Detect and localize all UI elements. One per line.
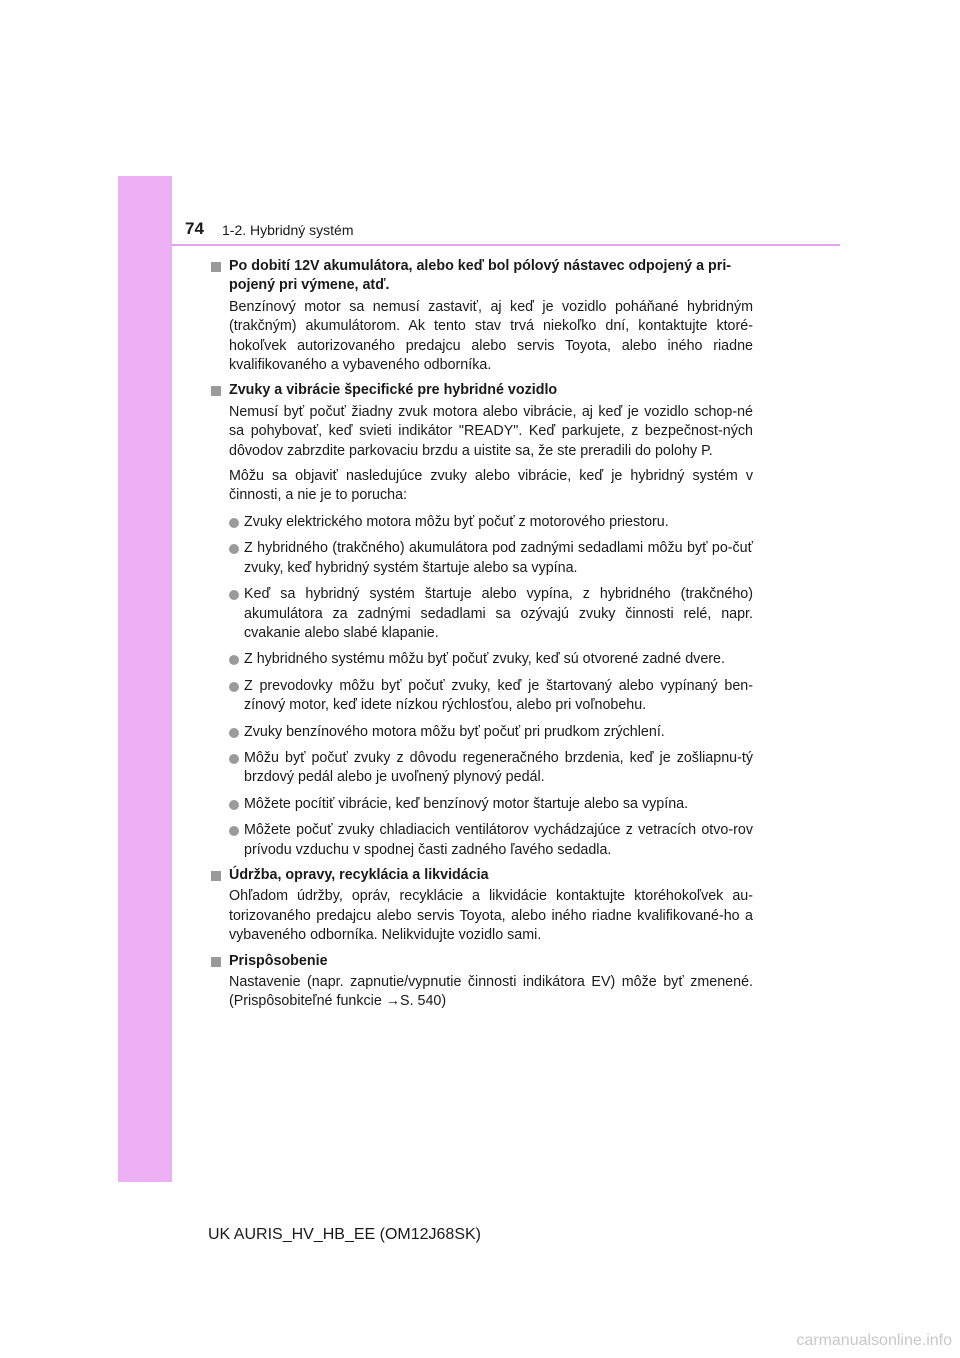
- section-heading: Údržba, opravy, recyklácia a likvidácia: [210, 866, 753, 885]
- document-code: UK AURIS_HV_HB_EE (OM12J68SK): [208, 1226, 481, 1243]
- square-bullet-icon: [211, 957, 221, 967]
- list-item: Môžete pocítiť vibrácie, keď benzínový motor štartuje alebo sa vypína.: [210, 795, 753, 814]
- paragraph: Benzínový motor sa nemusí zastaviť, aj keď je vozidlo poháňané hybridným (trakčným) akumulátorom. Ak tento stav trvá niekoľko dní, kontaktujte ktoré-hokoľvek autorizovaného predajcu alebo servis Toyota, alebo iného riadne kvalifikovaného a vybaveného odborníka.: [229, 298, 753, 374]
- watermark: carmanualsonline.info: [796, 1332, 952, 1349]
- round-bullet-icon: [229, 682, 239, 692]
- page-content: [210, 253, 753, 1018]
- round-bullet-icon: [229, 655, 239, 665]
- paragraph: Nastavenie (napr. zapnutie/vypnutie činnosti indikátora EV) môže byť zmenené. (Prispôsobiteľné funkcie →S. 540): [229, 974, 753, 1010]
- square-bullet-icon: [211, 386, 221, 396]
- square-bullet-icon: [211, 262, 221, 272]
- sidebar-tab: [118, 176, 172, 1182]
- list-item: Z hybridného systému môžu byť počuť zvuky, keď sú otvorené zadné dvere.: [210, 650, 753, 669]
- section-heading: Zvuky a vibrácie špecifické pre hybridné vozidlo: [210, 381, 753, 400]
- paragraph: Nemusí byť počuť žiadny zvuk motora alebo vibrácie, aj keď je vozidlo schop-né sa pohybovať, keď svieti indikátor "READY". Keď parkujete, z bezpečnost-ných dôvodov zabrzdite parkovaciu brzdu a uistite sa, že ste preradili do polohy P.: [229, 403, 753, 459]
- round-bullet-icon: [229, 754, 239, 764]
- list-item: Môžu byť počuť zvuky z dôvodu regeneračného brzdenia, keď je zošliapnu-tý brzdový pedál alebo je uvoľnený plynový pedál.: [210, 749, 753, 788]
- list-item: Keď sa hybridný systém štartuje alebo vypína, z hybridného (trakčného) akumulátora za zadnými sedadlami sa ozývajú zvuky činnosti relé, napr. cvakanie alebo slabé klapanie.: [210, 585, 753, 643]
- list-item: Z prevodovky môžu byť počuť zvuky, keď je štartovaný alebo vypínaný ben-zínový motor, keď idete nízkou rýchlosťou, alebo pri voľnobehu.: [210, 677, 753, 716]
- round-bullet-icon: [229, 728, 239, 738]
- round-bullet-icon: [229, 518, 239, 528]
- section-block: [210, 952, 753, 1012]
- paragraph: Môžu sa objaviť nasledujúce zvuky alebo vibrácie, keď je hybridný systém v činnosti, a nie je to porucha:: [229, 468, 753, 504]
- round-bullet-icon: [229, 800, 239, 810]
- round-bullet-icon: [229, 590, 239, 600]
- round-bullet-icon: [229, 826, 239, 836]
- list-item: Z hybridného (trakčného) akumulátora pod zadnými sedadlami môžu byť po-čuť zvuky, keď hybridný systém štartuje alebo sa vypína.: [210, 539, 753, 578]
- list-item: Môžete počuť zvuky chladiacich ventilátorov vychádzajúce z vetracích otvo-rov prívodu vzduchu v spodnej časti zadného ľavého sedadla.: [210, 821, 753, 860]
- section-block: [210, 381, 753, 860]
- section-block: [210, 866, 753, 946]
- section-title: 1-2. Hybridný systém: [222, 222, 354, 238]
- list-item: Zvuky elektrického motora môžu byť počuť z motorového priestoru.: [210, 513, 753, 532]
- paragraph: Ohľadom údržby, opráv, recyklácie a likvidácie kontaktujte ktoréhokoľvek au-torizovaného predajcu alebo servis Toyota, alebo iného riadne kvalifikované-ho a vybaveného odborníka. Nelikvidujte vozidlo sami.: [229, 888, 753, 944]
- header-rule: [172, 244, 840, 246]
- section-block: [210, 257, 753, 375]
- round-bullet-icon: [229, 544, 239, 554]
- page-number: 74: [185, 219, 204, 238]
- section-heading: Po dobití 12V akumulátora, alebo keď bol pólový nástavec odpojený a pri-pojený pri výmene, atď.: [210, 257, 753, 296]
- section-heading: Prispôsobenie: [210, 952, 753, 971]
- list-item: Zvuky benzínového motora môžu byť počuť pri prudkom zrýchlení.: [210, 723, 753, 742]
- square-bullet-icon: [211, 871, 221, 881]
